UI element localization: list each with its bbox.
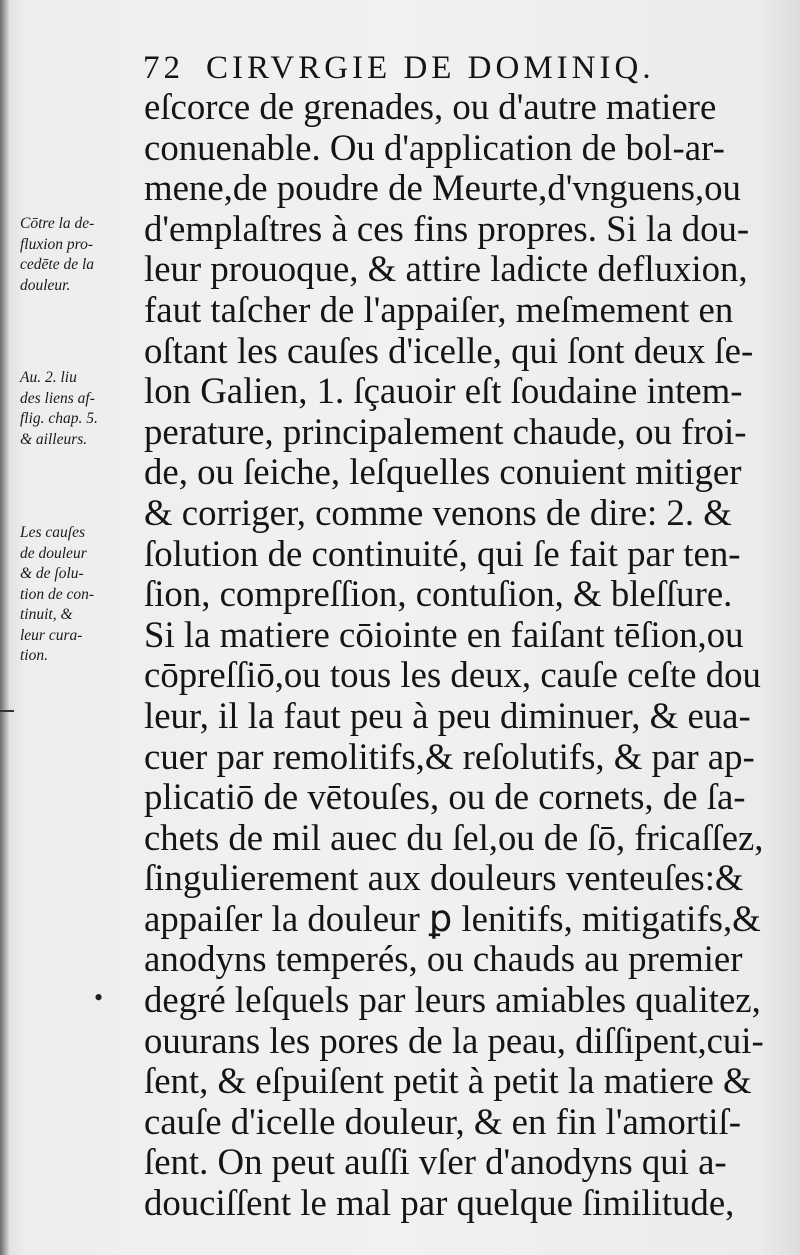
text-line: douciſſent le mal par quelque ſimilitude, [144,1183,735,1225]
text-line: appaiſer la douleur ꝑ lenitifs, mitigatifs,& [144,898,761,940]
text-line: cuer par remolitifs,& reſolutifs, & par ap- [144,736,755,778]
text-line: ſingulierement aux douleurs venteuſes:& [144,858,744,900]
margin-note-line: & de ſolu- [20,565,84,582]
text-line: lon Galien, 1. ſçauoir eſt ſoudaine intem- [144,371,743,413]
margin-note-line: Les cauſes [20,524,86,541]
running-header [143,50,763,87]
text-line: & corriger, comme venons de dire: 2. & [144,492,732,534]
text-line: faut taſcher de l'appaiſer, meſmement en [144,289,734,331]
text-line: ouurans les pores de la peau, diſſipent,cui- [144,1020,764,1062]
margin-note-line: cedēte de la [20,256,95,273]
margin-note-line: douleur. [20,276,71,294]
page-gutter-shadow [0,0,9,1255]
text-line: plicatiō de vētouſes, ou de cornets, de ſa- [144,777,746,819]
margin-note-line: leur cura- [20,626,83,644]
margin-note-line: des liens af- [20,389,95,407]
text-line: anodyns temperés, ou chauds au premier [144,939,743,981]
text-line: perature, principalement chaude, ou froi- [144,411,747,453]
margin-note-line: & ailleurs. [20,430,88,448]
text-line: leur prouoque, & attire ladicte defluxion, [144,249,748,291]
text-line: ſent, & eſpuiſent petit à petit la matiere & [144,1061,752,1103]
margin-note-causes [20,523,94,667]
text-line: conuenable. Ou d'application de bol-ar- [144,127,725,169]
text-line: de, ou ſeiche, leſquelles conuient mitiger [144,452,742,494]
margin-note-reference [20,368,98,450]
margin-note-line: Au. 2. liu [20,369,77,386]
text-line: degré leſquels par leurs amiables qualitez, [144,980,761,1022]
text-line: eſcorce de grenades, ou d'autre matiere [144,87,717,128]
margin-note-line: tinuit, & [20,606,73,623]
margin-note-line: tion. [20,647,48,664]
margin-note-line: de douleur [20,544,87,562]
body-text [144,88,768,1225]
text-line: chets de mil auec du ſel,ou de ſō, fricaſſez, [144,817,764,859]
page-number: 72 [143,50,184,86]
text-line: cōpreſſiō,ou tous les deux, cauſe ceſte dou [144,655,761,697]
text-line: cauſe d'icelle douleur, & en fin l'amortiſ- [144,1101,741,1143]
text-line: ſion, compreſſion, contuſion, & bleſſure. [144,574,733,616]
margin-dash-mark [0,710,14,712]
text-line: Si la matiere cōiointe en faiſant tēſion,ou [144,614,744,656]
margin-note-line: flig. chap. 5. [20,410,98,427]
margin-note-line: Cōtre la de- [20,215,95,232]
margin-note-line: fluxion pro- [20,235,94,253]
margin-note-defluxion [20,214,94,296]
running-title: CIRVRGIE DE DOMINIQ. [206,50,655,86]
margin-note-line: tion de con- [20,585,95,603]
text-line: ſolution de continuité, qui ſe fait par ten- [144,533,741,575]
text-line: oſtant les cauſes d'icelle, qui ſont deux ſe- [144,330,754,372]
text-line: leur, il la faut peu à peu diminuer, & eua- [144,695,751,737]
bullet-mark: • [94,983,104,1012]
text-line: ſent. On peut auſſi vſer d'anodyns qui a- [144,1142,727,1184]
text-line: mene,de poudre de Meurte,d'vnguens,ou [144,168,741,210]
text-line: d'emplaſtres à ces fins propres. Si la dou- [144,208,750,250]
